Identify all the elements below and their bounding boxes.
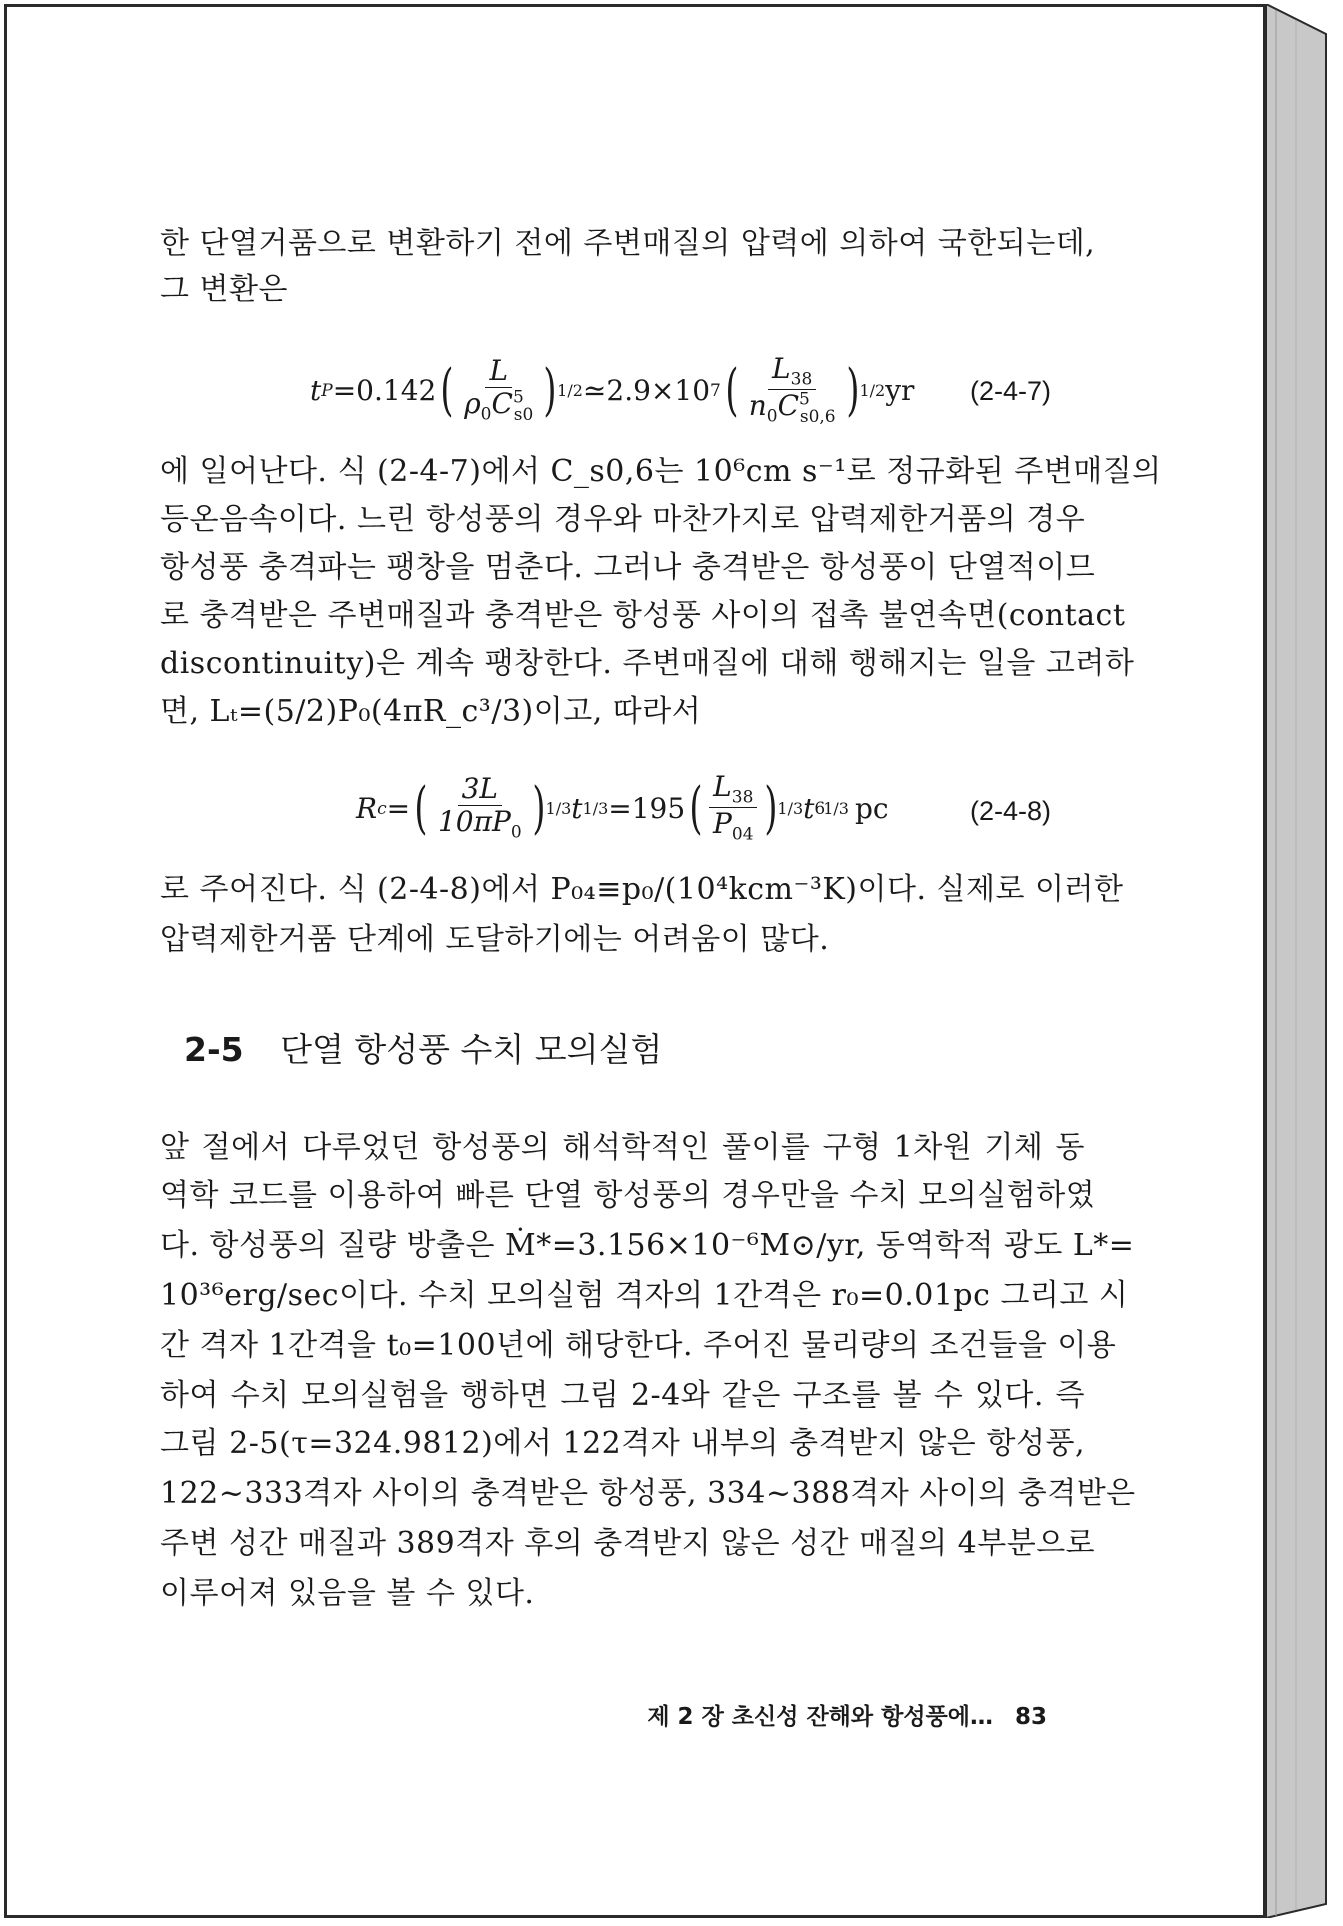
eq2-t6: t bbox=[803, 792, 815, 826]
paragraph-2-line-1: 에 일어난다. 식 (2-4-7)에서 C_s0,6는 10⁶cm s⁻¹로 정규화된 주변매질의 bbox=[160, 454, 1162, 489]
eq1-lhs-sub: P bbox=[321, 380, 333, 401]
paragraph-2-line-4: 로 충격받은 주변매질과 충격받은 항성풍 사이의 접촉 불연속면(contact bbox=[160, 598, 1126, 633]
paragraph-3-line-1: 로 주어진다. 식 (2-4-8)에서 P₀₄≡p₀/(10⁴kcm⁻³K)이다. 실제로 이러한 bbox=[160, 872, 1124, 907]
eq2-f2-den: P bbox=[713, 807, 732, 841]
eq1-unit: yr bbox=[885, 374, 915, 408]
paragraph-1-line-1: 한 단열거품으로 변환하기 전에 주변매질의 압력에 의하여 국한되는데, bbox=[160, 226, 1096, 261]
eq1-f2-den-a: n bbox=[748, 389, 767, 423]
equation-2-4-7-body: t P =0.142 ( $\frac{L}{\rho_0C^5_{s0}}$ ) 1/2 ≃2.9×10 7 ( $\frac{L_{38}}{n_0C^5_{s0,6}}$ ) 1/2 yr bbox=[310, 352, 915, 427]
section-title-text: 단열 항성풍 수치 모의실험 bbox=[280, 1030, 663, 1069]
section-number: 2-5 bbox=[184, 1030, 244, 1069]
eq2-f1-den-sub: 0 bbox=[510, 822, 522, 843]
eq1-f1-den-b: C bbox=[491, 387, 513, 421]
eq2-f1-num: 3L bbox=[458, 774, 502, 806]
eq1-f1-den-a: ρ bbox=[464, 387, 481, 421]
eq1-f2-num: L bbox=[772, 352, 791, 385]
paragraph-4-line-2: 역학 코드를 이용하여 빠른 단열 항성풍의 경우만을 수치 모의실험하였 bbox=[160, 1178, 1096, 1213]
paragraph-2-line-3: 항성풍 충격파는 팽창을 멈춘다. 그러나 충격받은 항성풍이 단열적이므 bbox=[160, 550, 1096, 585]
eq2-lhs: R bbox=[356, 792, 378, 826]
paragraph-4-line-3: 다. 항성풍의 질량 방출은 Ṁ*=3.156×10⁻⁶M⊙/yr, 동역학적 광도 L*= bbox=[160, 1228, 1135, 1263]
eq1-f2-den-b-sub: s0,6 bbox=[799, 406, 836, 427]
eq2-fraction-2 bbox=[709, 772, 757, 845]
eq1-f1-den-a-sub: 0 bbox=[480, 404, 492, 425]
paragraph-4-line-4: 10³⁶erg/sec이다. 수치 모의실험 격자의 1간격은 r₀=0.01pc 그리고 시 bbox=[160, 1278, 1129, 1313]
eq1-f1-den-b-sup: 5 bbox=[512, 387, 524, 408]
eq2-t-exp: 1/3 bbox=[582, 799, 609, 819]
book-edge bbox=[1266, 4, 1340, 1918]
page-number: 83 bbox=[1014, 1704, 1047, 1730]
eq2-t6-exp: 1/3 bbox=[823, 799, 849, 819]
paragraph-2-line-5: discontinuity)은 계속 팽창한다. 주변매질에 대해 행해지는 일을 고려하 bbox=[160, 646, 1135, 681]
equation-2-4-7 bbox=[160, 340, 1085, 450]
paragraph-4-line-10: 이루어져 있음을 볼 수 있다. bbox=[160, 1576, 535, 1611]
equation-number-2-4-8: (2-4-8) bbox=[969, 796, 1051, 826]
paragraph-4-line-8: 122~333격자 사이의 충격받은 항성풍, 334~388격자 사이의 충격받은 bbox=[160, 1476, 1136, 1511]
paragraph-2-line-6: 면, Lₜ=(5/2)P₀(4πR_c³/3)이고, 따라서 bbox=[160, 694, 702, 729]
eq1-f2-num-sub: 38 bbox=[790, 369, 813, 390]
running-head: 제 2 장 초신성 잔해와 항성풍에… bbox=[647, 1704, 993, 1730]
eq2-t6-sub: 6 bbox=[814, 798, 826, 819]
eq1-exp-1: 1/2 bbox=[557, 381, 583, 401]
eq1-f1-num: L bbox=[485, 356, 512, 388]
eq2-eq: = bbox=[386, 792, 411, 826]
eq2-f2-num-sub: 38 bbox=[731, 787, 754, 808]
paragraph-4-line-7: 그림 2-5(τ=324.9812)에서 122격자 내부의 충격받지 않은 항성풍, bbox=[160, 1426, 1085, 1461]
eq1-f2-den-a-sub: 0 bbox=[766, 406, 778, 427]
eq1-lhs: t bbox=[310, 374, 322, 408]
eq2-f2-num: L bbox=[713, 770, 732, 803]
paragraph-1-line-2: 그 변환은 bbox=[160, 272, 288, 307]
eq2-f1-den: 10πP bbox=[437, 805, 511, 839]
eq1-f2-den-b: C bbox=[777, 389, 800, 423]
eq2-exp-2: 1/3 bbox=[777, 799, 804, 819]
paragraph-4-line-5: 간 격자 1간격을 t₀=100년에 해당한다. 주어진 물리량의 조건들을 이용 bbox=[160, 1328, 1117, 1363]
paragraph-4-line-6: 하여 수치 모의실험을 행하면 그림 2-4와 같은 구조를 볼 수 있다. 즉 bbox=[160, 1378, 1085, 1413]
eq2-lhs-sub: c bbox=[377, 798, 387, 819]
equation-2-4-8 bbox=[160, 758, 1085, 868]
eq1-exp-2: 1/2 bbox=[859, 381, 886, 401]
page-footer bbox=[647, 1698, 1047, 1731]
eq2-eq-val: =195 bbox=[608, 792, 686, 826]
eq2-t: t bbox=[571, 792, 583, 826]
section-heading bbox=[184, 1028, 662, 1072]
eq1-f2-den-b-sup: 5 bbox=[799, 389, 810, 410]
eq1-approx-sup: 7 bbox=[710, 380, 721, 401]
eq1-approx: ≃2.9×10 bbox=[582, 374, 711, 408]
eq2-f2-den-sub: 04 bbox=[731, 824, 754, 845]
eq1-coef: =0.142 bbox=[332, 374, 437, 408]
eq1-fraction-2 bbox=[745, 354, 840, 427]
equation-2-4-8-body: R c = ( $\frac{3L}{10\pi P_0}$ ) 1/3 t 1/3 =195 ( $\frac{L_{38}}{P_{04}}$ ) 1/3 t 6 1/3 pc bbox=[356, 770, 889, 845]
equation-number-2-4-7: (2-4-7) bbox=[969, 376, 1051, 406]
eq1-f1-den-b-sub: s0 bbox=[513, 404, 534, 425]
paragraph-2-line-2: 등온음속이다. 느린 항성풍의 경우와 마찬가지로 압력제한거품의 경우 bbox=[160, 502, 1086, 537]
eq1-fraction-1 bbox=[460, 356, 537, 425]
eq2-fraction-1 bbox=[434, 774, 526, 843]
eq2-exp-1: 1/3 bbox=[545, 799, 572, 819]
paragraph-3-line-2: 압력제한거품 단계에 도달하기에는 어려움이 많다. bbox=[160, 922, 830, 957]
paragraph-4-line-1: 앞 절에서 다루었던 항성풍의 해석학적인 풀이를 구형 1차원 기체 동 bbox=[160, 1130, 1085, 1165]
eq2-unit: pc bbox=[854, 792, 889, 826]
paragraph-4-line-9: 주변 성간 매질과 389격자 후의 충격받지 않은 성간 매질의 4부분으로 bbox=[160, 1526, 1096, 1561]
